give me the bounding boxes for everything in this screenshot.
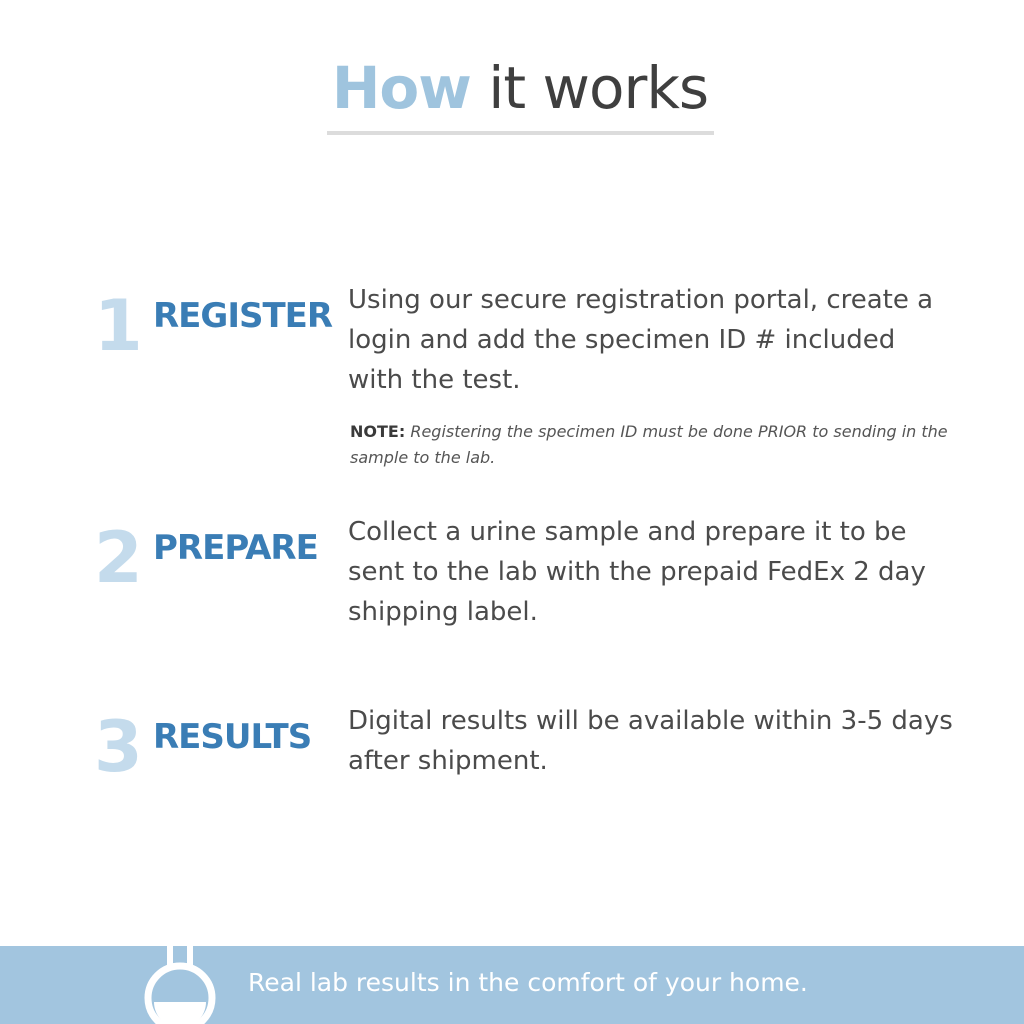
flask-icon	[140, 946, 220, 1024]
step-label: RESULTS	[153, 717, 312, 757]
footer-banner	[0, 946, 1024, 1024]
note-label: NOTE:	[350, 422, 406, 441]
step-description: Digital results will be available within 3-5 days after shipment.	[348, 706, 953, 776]
page-title	[0, 54, 1024, 122]
note-text: Registering the specimen ID must be done PRIOR to sending in the sample to the lab.	[350, 422, 948, 467]
title-rest: it works	[470, 54, 709, 122]
registration-note	[350, 419, 950, 471]
step-number: 1	[94, 285, 143, 367]
step-number: 2	[94, 517, 143, 599]
title-accent: How	[331, 54, 471, 122]
step-label: REGISTER	[153, 296, 333, 336]
step-number: 3	[94, 706, 143, 788]
title-underline	[327, 131, 714, 135]
step-description: Collect a urine sample and prepare it to be sent to the lab with the prepaid FedEx 2 day shipping label.	[348, 517, 926, 627]
footer-tagline: Real lab results in the comfort of your home.	[248, 968, 808, 997]
step-description: Using our secure registration portal, create a login and add the specimen ID # included with the test.	[348, 285, 934, 395]
step-label: PREPARE	[153, 528, 318, 568]
